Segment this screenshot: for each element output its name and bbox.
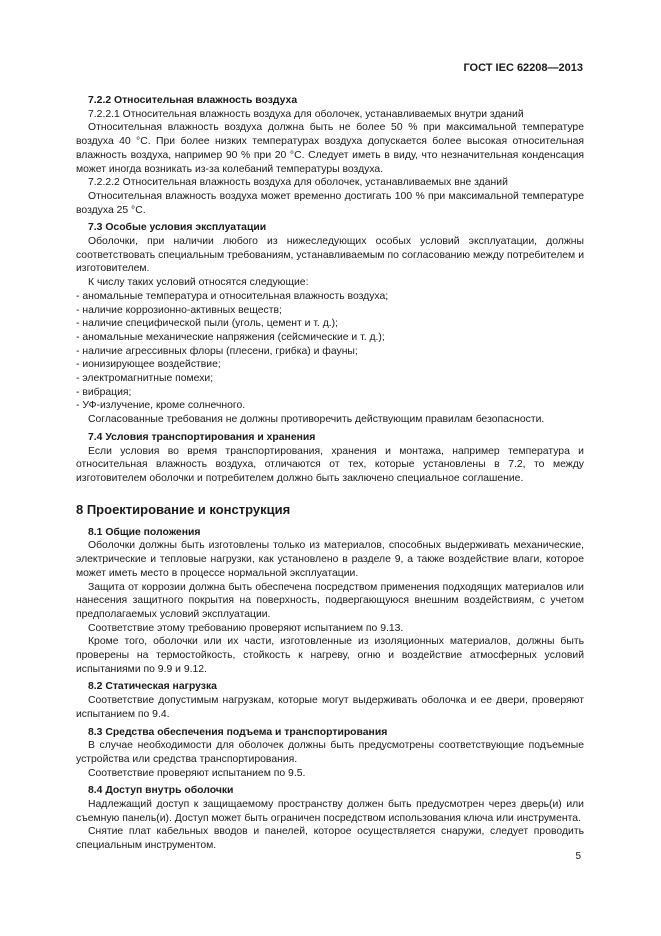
list-item: - электромагнитные помехи; <box>76 373 214 385</box>
heading-8-4: 8.4 Доступ внутрь оболочки <box>88 785 234 797</box>
heading-8-3: 8.3 Средства обеспечения подъема и транспортирования <box>88 726 388 738</box>
list-item: - вибрация; <box>76 386 132 398</box>
page-content <box>76 94 584 853</box>
list-item: - УФ-излучение, кроме солнечного. <box>76 400 246 412</box>
list-item: - ионизирующее воздействие; <box>76 359 221 371</box>
paragraph: Снятие плат кабельных вводов и панелей, которое осуществляется снаружи, следует проводить специальным инструментом. <box>76 826 584 852</box>
heading-8-1: 8.1 Общие положения <box>88 526 201 538</box>
document-code-header: ГОСТ IEC 62208—2013 <box>463 62 583 74</box>
subheading-7-2-2-1: 7.2.2.1 Относительная влажность воздуха для оболочек, устанавливаемых внутри зданий <box>88 108 524 120</box>
list-item: - наличие коррозионно-активных веществ; <box>76 304 282 316</box>
paragraph: Кроме того, оболочки или их части, изготовленные из изоляционных материалов, должны быть проверены на термостойкость, стойкость к нагреву, огню и воздействие атмосферных условий испытаниями по 9.9 и 9.12. <box>76 636 584 675</box>
heading-section-8: 8 Проектирование и конструкция <box>76 501 291 517</box>
heading-7-2-2: 7.2.2 Относительная влажность воздуха <box>88 95 298 106</box>
paragraph: Соответствие проверяют испытанием по 9.5. <box>88 767 306 779</box>
list-item: - наличие агрессивных флоры (плесени, грибка) и фауны; <box>76 345 358 357</box>
list-item: - аномальные температура и относительная влажность воздуха; <box>76 290 389 302</box>
paragraph: Соответствие этому требованию проверяют испытанием по 9.13. <box>88 622 404 634</box>
paragraph: Относительная влажность воздуха может временно достигать 100 % при максимальной температуре воздуха 25 °С. <box>76 190 584 216</box>
paragraph: Соответствие допустимым нагрузкам, которые могут выдерживать оболочка и ее двери, проверяют испытанием по 9.4. <box>76 695 584 720</box>
paragraph: Относительная влажность воздуха должна быть не более 50 % при максимальной температуре воздуха 40 °С. При более низких температурах воздуха допускается более высокая относительная влажность воздуха, например 90 % при 20 °С. Следует иметь в виду, что незначительная конденсация может иногда возникать из-за колебаний температуры воздуха. <box>76 122 584 175</box>
heading-8-2: 8.2 Статическая нагрузка <box>88 681 217 693</box>
paragraph: Согласованные требования не должны противоречить действующим правилам безопасности. <box>88 414 545 426</box>
paragraph: В случае необходимости для оболочек должны быть предусмотрены соответствующие подъемные устройства или средства транспортирования. <box>76 740 584 765</box>
paragraph: Если условия во время транспортирования, хранения и монтажа, например температура и относительная влажность воздуха, отличаются от тех, которые установлены в 7.2, то между изготовителем оболочки и потребителем должно быть заключено специальное соглашение. <box>76 445 584 484</box>
subheading-7-2-2-2: 7.2.2.2 Относительная влажность воздуха для оболочек, устанавливаемых вне зданий <box>88 177 508 189</box>
paragraph: Оболочки должны быть изготовлены только из материалов, способных выдерживать механические, электрические и тепловые нагрузки, как установлено в разделе 9, а также воздействие влаги, которое может иметь место в процессе нормальной эксплуатации. <box>76 540 584 579</box>
list-item: - наличие специфической пыли (уголь, цемент и т. д.); <box>76 318 338 330</box>
list-item: - аномальные механические напряжения (сейсмические и т. д.); <box>76 331 385 343</box>
paragraph: К числу таких условий относятся следующие: <box>88 277 309 289</box>
heading-7-4: 7.4 Условия транспортирования и хранения <box>88 431 316 443</box>
conditions-list <box>76 290 584 413</box>
paragraph: Защита от коррозии должна быть обеспечена посредством применения подходящих материалов или нанесения защитного покрытия на поверхность, подвергающуюся внешним воздействиям, с учетом предполагаемых условий эксплуатации. <box>76 581 584 620</box>
paragraph: Оболочки, при наличии любого из нижеследующих особых условий эксплуатации, должны соответствовать специальным требованиям, устанавливаемым по согласованию между потребителем и изготовителем. <box>76 236 584 275</box>
page-number: 5 <box>575 851 581 862</box>
paragraph: Надлежащий доступ к защищаемому пространству должен быть предусмотрен через дверь(и) или съемную панель(и). Доступ может быть ограничен посредством использования ключа или инструмента. <box>76 799 584 824</box>
heading-7-3: 7.3 Особые условия эксплуатации <box>88 222 267 234</box>
